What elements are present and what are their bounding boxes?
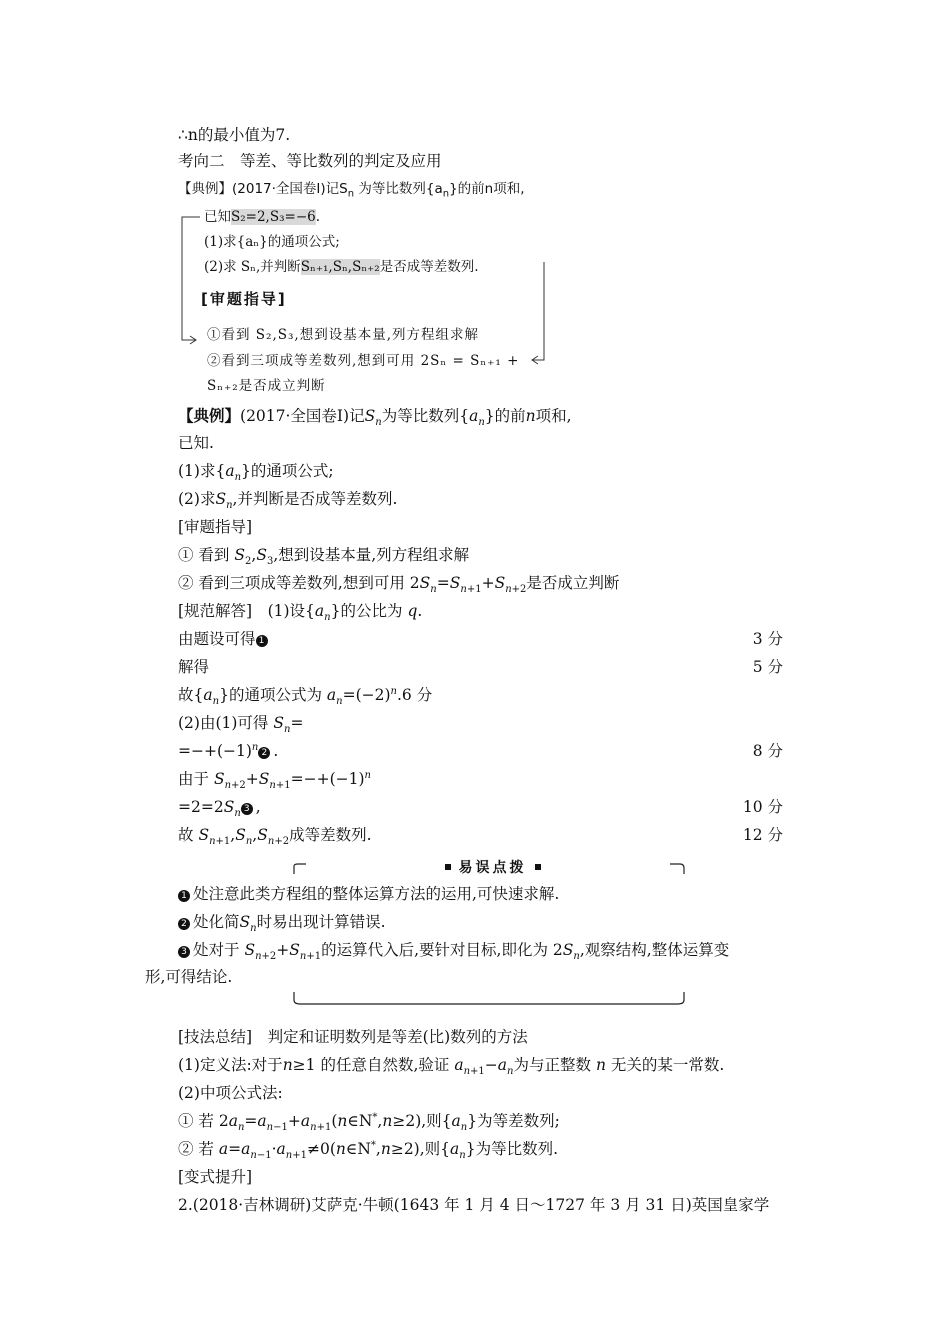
step-sum: 由于 $S_{n+2}+S_{n+1}=-+(-1)^n$ xyxy=(178,769,371,792)
box-guide-title: [审题指导] xyxy=(201,290,287,308)
error-note-1: 1 处注意此类方程组的整体运算方法的运用,可快速求解. xyxy=(178,884,559,904)
summary-geo: ② 若 $a=a_{n-1}\cdot a_{n+1}\ne 0(n\in N^*,n\ge 2)$,则$\{a_n\}$为等比数列. xyxy=(178,1139,559,1162)
guide-2: ② 看到三项成等差数列,想到可用 $2S_n=S_{n+1}+S_{n+2}$是否成立判断 xyxy=(178,574,620,596)
step-equal: $=2=2S_n$ 3 , xyxy=(178,798,261,820)
question-1: (1)求$\{a_n\}$的通项公式; xyxy=(178,462,334,484)
box-line-2: (1)求{aₙ}的通项公式; xyxy=(204,234,340,250)
problem-2: 2.(2018·吉林调研)艾萨克·牛顿(1643 年 1 月 4 日～1727 年 3 月 31 日)英国皇家学 xyxy=(178,1196,770,1214)
guide-1: ① 看到 $S_2,S_3$,想到设基本量,列方程组求解 xyxy=(178,546,470,568)
error-box-title: 易误点拨 xyxy=(300,857,685,877)
variant-heading: [变式提升] xyxy=(178,1168,253,1186)
summary-definition: (1)定义法:对于n≥1 的任意自然数,验证 $a_{n+1}-a_n$为与正整数 n 无关的某一常数. xyxy=(178,1056,725,1078)
summary-heading: [技法总结] 判定和证明数列是等差(比)数列的方法 xyxy=(178,1028,528,1046)
score-12: 12 分 xyxy=(742,826,783,844)
example-given: 已知. xyxy=(178,434,214,452)
step-sn: (2)由(1)可得 $S_n=$ xyxy=(178,714,304,736)
step-solve: 解得 xyxy=(178,658,210,676)
box-guide-1: ①看到 S₂,S₃,想到设基本量,列方程组求解 xyxy=(207,327,479,343)
conclusion-line: ∴n的最小值为7. xyxy=(178,126,291,144)
guide-heading: [审题指导] xyxy=(178,518,253,536)
step-conclusion: 故 $S_{n+1},S_n,S_{n+2}$成等差数列. xyxy=(178,826,372,848)
box-line-0: 【典例】(2017·全国卷Ⅰ)记$S_n$ 为等比数列$\{a_n\}$的前n项和, xyxy=(178,181,525,200)
box-guide-3: Sₙ₊₂是否成立判断 xyxy=(207,378,326,394)
score-8: 8 分 xyxy=(752,742,783,760)
score-10: 10 分 xyxy=(742,798,783,816)
error-box-frame xyxy=(290,860,690,1010)
error-note-3: 3 处对于 $S_{n+2}+S_{n+1}$的运算代入后,要针对目标,即化为 $2S_n$,观察结构,整体运算变 xyxy=(178,940,729,960)
error-note-2: 2 处化简$S_n$时易出现计算错误. xyxy=(178,912,386,932)
score-5: 5 分 xyxy=(752,658,783,676)
step-sn-result: $=-+(-1)^n2$ . xyxy=(178,741,279,760)
score-3: 3 分 xyxy=(752,630,783,648)
summary-middle-term: (2)中项公式法: xyxy=(178,1084,283,1102)
summary-arith: ① 若 $2a_n=a_{n-1}+a_{n+1}(n\in N^*,n\ge 2)$,则$\{a_n\}$为等差数列; xyxy=(178,1111,560,1134)
box-line-1: 已知S₂=2,S₃=−6. xyxy=(204,209,321,225)
box-line-3: (2)求 Sₙ,并判断Sₙ₊₁,Sₙ,Sₙ₊₂是否成等差数列. xyxy=(204,259,479,275)
example-statement: 【典例】(2017·全国卷Ⅰ)记$S_n$为等比数列$\{a_n\}$的前n项和, xyxy=(178,406,572,429)
question-2: (2)求$S_n$,并判断是否成等差数列. xyxy=(178,490,398,512)
section-heading: 考向二 等差、等比数列的判定及应用 xyxy=(178,152,442,170)
step-given: 由题设可得 1 xyxy=(178,629,271,649)
solution-heading: [规范解答] (1)设$\{a_n\}$的公比为 q. xyxy=(178,602,423,624)
error-note-3-cont: 形,可得结论. xyxy=(145,968,233,986)
box-bracket-lines xyxy=(170,205,570,375)
step-formula: 故$\{a_n\}$的通项公式为 $a_n=(-2)^n.6$ 分 xyxy=(178,685,433,708)
box-guide-2: ②看到三项成等差数列,想到可用 2Sₙ = Sₙ₊₁ + xyxy=(207,353,520,369)
